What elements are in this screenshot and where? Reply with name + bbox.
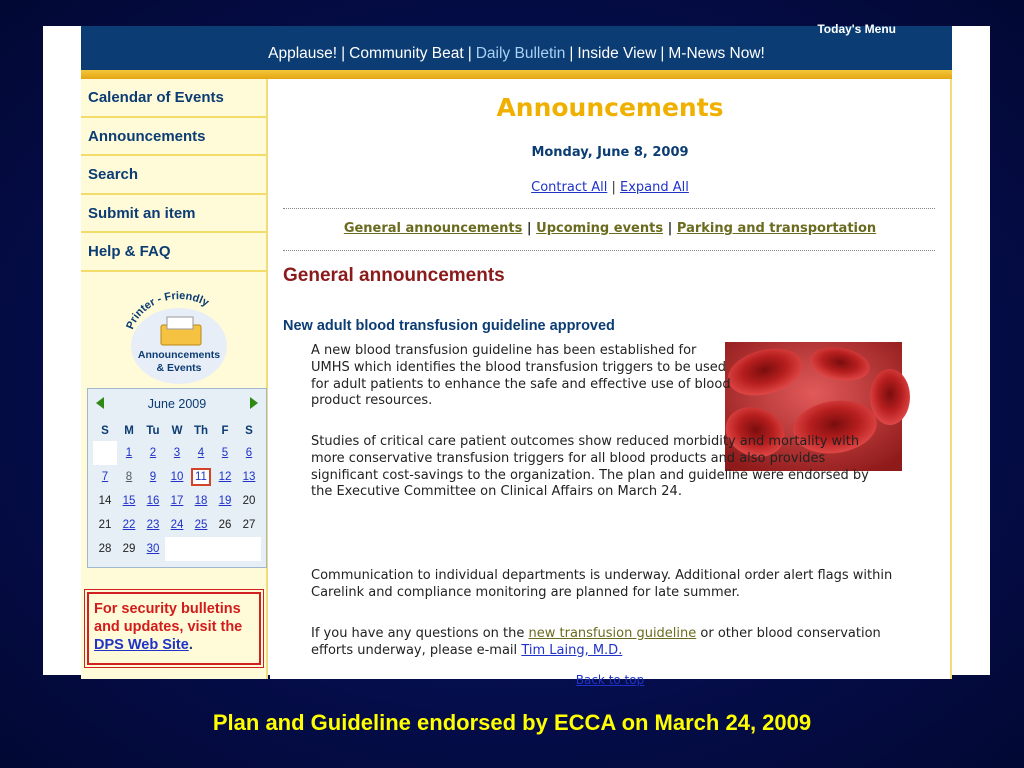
calendar-day[interactable]: 19 <box>218 495 232 507</box>
badge-arc-text: Printer - Friendly <box>124 291 211 331</box>
paragraph: Studies of critical care patient outcomes show reduced morbidity and mortality with more conservative transfusion triggers for all blood products and also provides significant cost-savings to the organization. The plan and guideline were endorsed by the Executive Committee on Clinical Affairs on March 24. <box>311 434 869 500</box>
p4-text: If you have any questions on the <box>311 626 525 641</box>
calendar-month-title: June 2009 <box>147 397 207 411</box>
gold-divider-bar <box>81 70 952 79</box>
parking-transportation-link[interactable]: Parking and transportation <box>676 221 877 236</box>
upcoming-events-link[interactable]: Upcoming events <box>536 221 664 236</box>
calendar-header <box>88 389 266 419</box>
calendar-weekday-row <box>93 421 261 441</box>
contract-all-link[interactable]: Contract All <box>531 180 608 195</box>
calendar-weekday: Th <box>193 425 209 437</box>
calendar-day <box>189 537 213 561</box>
security-bulletin-box <box>87 592 261 665</box>
sidebar-item-submit-an-item[interactable]: Submit an item <box>81 195 266 234</box>
sidebar-item-announcements[interactable]: Announcements <box>81 118 266 157</box>
printer-friendly-badge[interactable] <box>119 291 239 386</box>
sidebar-item-search[interactable]: Search <box>81 156 266 195</box>
calendar-weekday: F <box>221 425 229 437</box>
section-heading: General announcements <box>283 265 505 286</box>
nav-separator: | <box>467 45 472 62</box>
security-period: . <box>188 637 193 653</box>
calendar-day[interactable]: 30 <box>146 543 160 555</box>
calendar-day: 26 <box>218 519 232 531</box>
calendar-next-arrow-icon[interactable] <box>250 397 258 409</box>
paragraph: A new blood transfusion guideline has been established for UMHS which identifies the blood transfusion triggers to be used for adult patients to enhance the safe and effective use of blood product resources. <box>311 343 731 409</box>
article-title[interactable]: New adult blood transfusion guideline approved <box>283 318 615 334</box>
calendar-weekday: W <box>171 425 183 437</box>
dotted-divider <box>283 250 935 251</box>
calendar-weekday: S <box>245 425 253 437</box>
calendar-weekday: M <box>124 425 134 437</box>
calendar-day[interactable]: 23 <box>146 519 160 531</box>
calendar-day[interactable]: 13 <box>242 471 256 483</box>
tim-laing-email-link[interactable]: Tim Laing, M.D. <box>521 642 623 658</box>
dps-web-site-link[interactable]: DPS Web Site <box>94 637 189 653</box>
calendar-week-row <box>93 537 261 561</box>
calendar-day[interactable]: 17 <box>170 495 184 507</box>
calendar-day: 20 <box>242 495 256 507</box>
calendar-today[interactable]: 11 <box>191 468 211 486</box>
general-announcements-link[interactable]: General announcements <box>343 221 523 236</box>
nav-separator: | <box>569 45 574 62</box>
calendar-day[interactable]: 18 <box>194 495 208 507</box>
nav-separator: | <box>341 45 346 62</box>
calendar-day: 14 <box>98 495 112 507</box>
webpage-screenshot <box>43 22 990 687</box>
calendar-day: 28 <box>98 543 112 555</box>
divider: | <box>667 221 673 236</box>
paper-icon <box>167 317 193 329</box>
calendar-weekday: S <box>101 425 109 437</box>
nav-daily-bulletin[interactable]: Daily Bulletin <box>475 45 566 62</box>
calendar-body <box>93 441 261 561</box>
calendar-day[interactable]: 24 <box>170 519 184 531</box>
calendar-day[interactable]: 9 <box>149 471 157 483</box>
main-content <box>270 79 952 687</box>
calendar-weekday: Tu <box>146 425 160 437</box>
new-transfusion-guideline-link[interactable]: new transfusion guideline <box>528 626 697 641</box>
divider: | <box>526 221 532 236</box>
section-links <box>270 221 950 236</box>
calendar-day: 21 <box>98 519 112 531</box>
paragraph: Communication to individual departments is underway. Additional order alert flags within Carelink and compliance monitoring are planned for late summer. <box>311 568 893 600</box>
p4-text: or other blood conservation efforts underway, please e-mail <box>311 626 881 658</box>
calendar-day <box>165 537 189 561</box>
back-to-top-container <box>270 673 950 687</box>
calendar-day[interactable] <box>189 465 213 489</box>
expand-all-link[interactable]: Expand All <box>619 180 689 195</box>
slide-caption: Plan and Guideline endorsed by ECCA on March 24, 2009 <box>212 710 812 735</box>
calendar-week-row <box>93 465 261 489</box>
calendar-day[interactable]: 10 <box>170 471 184 483</box>
back-to-top-link[interactable]: Back to top <box>575 673 645 687</box>
top-nav-bar <box>81 22 952 70</box>
sidebar-item-calendar-of-events[interactable]: Calendar of Events <box>81 79 266 118</box>
nav-community-beat[interactable]: Community Beat <box>349 45 464 62</box>
sidebar <box>81 79 268 679</box>
page-date: Monday, June 8, 2009 <box>531 145 689 160</box>
calendar-day[interactable]: 8 <box>125 471 133 483</box>
badge-line2: & Events <box>156 362 202 374</box>
calendar-day[interactable]: 4 <box>197 447 205 459</box>
sidebar-item-help-faq[interactable]: Help & FAQ <box>81 233 266 272</box>
calendar-day[interactable]: 16 <box>146 495 160 507</box>
nav-inside-view[interactable]: Inside View <box>577 45 657 62</box>
mini-calendar <box>87 388 267 568</box>
calendar-day <box>237 537 261 561</box>
calendar-day[interactable]: 12 <box>218 471 232 483</box>
calendar-day <box>93 441 117 465</box>
contract-expand-controls <box>270 180 950 195</box>
calendar-day: 29 <box>122 543 136 555</box>
todays-menu-label[interactable]: Today's Menu <box>817 22 896 36</box>
calendar-week-row <box>93 489 261 513</box>
calendar-day[interactable]: 6 <box>245 447 253 459</box>
calendar-day <box>213 537 237 561</box>
divider: | <box>611 180 616 195</box>
nav-separator: | <box>660 45 665 62</box>
paragraph <box>311 626 911 660</box>
calendar-day[interactable]: 1 <box>125 447 133 459</box>
nav-m-news-now[interactable]: M-News Now! <box>668 45 765 62</box>
nav-applause[interactable]: Applause! <box>268 45 338 62</box>
calendar-day[interactable]: 7 <box>101 471 109 483</box>
dotted-divider <box>283 208 935 209</box>
calendar-day[interactable]: 3 <box>173 447 181 459</box>
site-nav <box>81 45 952 63</box>
calendar-grid <box>93 421 261 561</box>
calendar-week-row <box>93 441 261 465</box>
calendar-day[interactable]: 15 <box>122 495 136 507</box>
security-text: For security bulletins and updates, visit the <box>94 601 243 635</box>
calendar-day[interactable]: 25 <box>194 519 208 531</box>
page-title: Announcements <box>496 93 724 122</box>
calendar-day[interactable]: 22 <box>122 519 136 531</box>
badge-line1: Announcements <box>137 349 221 361</box>
calendar-day[interactable]: 5 <box>221 447 229 459</box>
calendar-day[interactable]: 2 <box>149 447 157 459</box>
calendar-week-row <box>93 513 261 537</box>
calendar-day: 27 <box>242 519 256 531</box>
